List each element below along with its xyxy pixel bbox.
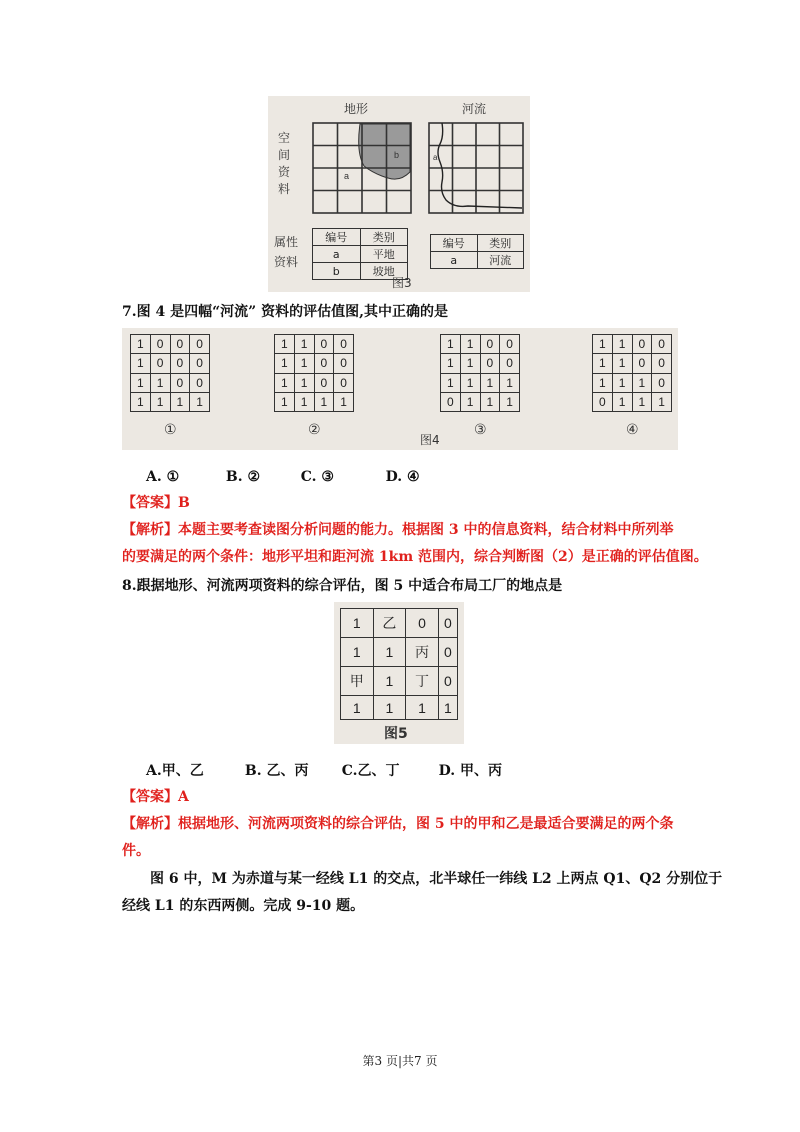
grid-cell: 1 — [341, 638, 374, 667]
grid-cell: 0 — [500, 335, 520, 354]
grid-cell: 1 — [131, 335, 151, 354]
option-c[interactable]: C. ③ — [300, 469, 334, 485]
option-d[interactable]: D. 甲、丙 — [438, 763, 503, 779]
grid-cell: 1 — [294, 392, 314, 411]
grid-cell: 1 — [406, 696, 439, 720]
grid-cell: 0 — [314, 373, 334, 392]
fig4-caption: 图4 — [420, 433, 440, 447]
figure-3 — [268, 96, 530, 292]
attr-cell: b — [313, 263, 361, 280]
grid-cell: 1 — [593, 373, 613, 392]
fig3-river-table — [430, 234, 524, 269]
grid-cell: 1 — [460, 392, 480, 411]
attr-cell: 坡地 — [360, 263, 408, 280]
river-cell: 河流 — [477, 252, 524, 269]
grid-cell: 0 — [190, 373, 210, 392]
fig4-grid-label: ① — [164, 422, 177, 438]
grid-cell: 1 — [460, 335, 480, 354]
grid-cell: 0 — [500, 354, 520, 373]
grid-cell: 1 — [460, 373, 480, 392]
grid-cell: 0 — [480, 354, 500, 373]
terrain-label-b: b — [394, 150, 400, 160]
grid-cell: 1 — [373, 696, 406, 720]
option-b[interactable]: B. 乙、丙 — [244, 763, 309, 779]
fig4-grid-4 — [592, 334, 672, 412]
grid-cell: 1 — [441, 354, 461, 373]
grid-cell: 0 — [314, 354, 334, 373]
grid-cell: 1 — [170, 392, 190, 411]
grid-cell: 0 — [334, 335, 354, 354]
grid-cell: 0 — [593, 392, 613, 411]
terrain-label-a: a — [344, 171, 350, 181]
side-char: 间 — [278, 148, 291, 162]
attr-label-line: 资料 — [274, 255, 299, 269]
grid-cell: 0 — [170, 354, 190, 373]
grid-cell: 0 — [480, 335, 500, 354]
grid-cell: 0 — [170, 335, 190, 354]
grid-cell: 1 — [632, 392, 652, 411]
grid-cell: 0 — [438, 667, 457, 696]
slope-region — [359, 124, 410, 179]
q7-analysis-line1: 【解析】本题主要考查读图分析问题的能力。根据图 3 中的信息资料，结合材料中所列举 — [122, 522, 674, 538]
grid-cell: 1 — [500, 392, 520, 411]
grid-cell: 0 — [334, 373, 354, 392]
grid-cell: 1 — [460, 354, 480, 373]
grid-cell: 0 — [438, 609, 457, 638]
page-footer: 第3 页|共7 页 — [362, 1054, 438, 1068]
q8-stem: 8.跟据地形、河流两项资料的综合评估，图 5 中适合布局工厂的地点是 — [122, 578, 563, 594]
grid-cell: 0 — [632, 354, 652, 373]
grid-cell: 0 — [406, 609, 439, 638]
grid-cell: 1 — [294, 354, 314, 373]
fig4-grid-1 — [130, 334, 210, 412]
grid-cell: 1 — [593, 335, 613, 354]
attr-cell: a — [313, 246, 361, 263]
option-b[interactable]: B. ② — [225, 469, 261, 485]
intro-line1: 图 6 中，M 为赤道与某一经线 L1 的交点，北半球任一纬线 L2 上两点 Q1、Q2 分别位于 — [150, 871, 723, 887]
grid-cell: 1 — [131, 373, 151, 392]
fig3-caption: 图3 — [392, 276, 412, 290]
fig3-river-heading: 河流 — [462, 102, 487, 116]
grid-cell: 1 — [131, 354, 151, 373]
q8-answer: 【答案】A — [122, 789, 189, 805]
grid-cell: 1 — [334, 392, 354, 411]
fig4-grid-label: ④ — [626, 422, 639, 438]
grid-cell: 1 — [294, 373, 314, 392]
grid-cell: 0 — [150, 354, 170, 373]
grid-cell: 1 — [373, 667, 406, 696]
grid-cell: 1 — [593, 354, 613, 373]
grid-cell: 1 — [612, 373, 632, 392]
fig3-river-grid — [428, 122, 524, 214]
option-d[interactable]: D. ④ — [385, 469, 420, 485]
intro-line2: 经线 L1 的东西两侧。完成 9-10 题。 — [122, 898, 365, 914]
grid-cell: 1 — [275, 373, 295, 392]
river-cell: a — [431, 252, 478, 269]
grid-cell: 1 — [438, 696, 457, 720]
q8-analysis-line2: 件。 — [122, 843, 150, 859]
grid-cell: 1 — [275, 392, 295, 411]
q7-analysis-line2: 的要满足的两个条件：地形平坦和距河流 1km 范围内，综合判断图（2）是正确的评估值图。 — [122, 549, 708, 565]
grid-cell: 1 — [441, 335, 461, 354]
grid-cell: 1 — [632, 373, 652, 392]
grid-cell: 0 — [150, 335, 170, 354]
attr-label-line: 属性 — [274, 235, 299, 249]
grid-cell: 0 — [314, 335, 334, 354]
grid-cell: 1 — [652, 392, 672, 411]
grid-cell: 1 — [373, 638, 406, 667]
fig4-grid-label: ② — [308, 422, 321, 438]
grid-cell: 1 — [294, 335, 314, 354]
grid-cell: 1 — [341, 696, 374, 720]
attr-cell: 编号 — [313, 229, 361, 246]
river-cell: 类别 — [477, 235, 524, 252]
fig4-grid-2 — [274, 334, 354, 412]
grid-cell: 1 — [190, 392, 210, 411]
grid-cell: 1 — [441, 373, 461, 392]
fig3-attr-label — [274, 232, 298, 272]
side-char: 资 — [278, 165, 291, 179]
fig3-attr-table — [312, 228, 408, 280]
grid-cell: 1 — [480, 392, 500, 411]
fig3-terrain-grid — [312, 122, 412, 214]
grid-cell: 甲 — [341, 667, 374, 696]
grid-cell: 1 — [275, 335, 295, 354]
grid-cell: 0 — [441, 392, 461, 411]
grid-cell: 1 — [150, 392, 170, 411]
q7-stem: 7.图 4 是四幅“河流” 资料的评估值图,其中正确的是 — [122, 304, 448, 320]
fig5-grid — [340, 608, 458, 720]
river-cell: 编号 — [431, 235, 478, 252]
side-char: 空 — [278, 131, 291, 145]
grid-cell: 丁 — [406, 667, 439, 696]
option-a[interactable]: A. ① — [146, 469, 180, 485]
grid-cell: 1 — [150, 373, 170, 392]
option-c[interactable]: C.乙、丁 — [341, 763, 400, 779]
q7-options — [146, 466, 420, 488]
side-char: 料 — [278, 182, 291, 196]
river-label-a: a — [433, 153, 438, 162]
grid-cell: 丙 — [406, 638, 439, 667]
river-line — [438, 123, 522, 208]
grid-cell: 0 — [190, 354, 210, 373]
grid-cell: 1 — [314, 392, 334, 411]
grid-cell: 1 — [612, 335, 632, 354]
fig5-caption: 图5 — [384, 726, 408, 742]
grid-cell: 0 — [652, 335, 672, 354]
q8-analysis-line1: 【解析】根据地形、河流两项资料的综合评估，图 5 中的甲和乙是最适合要满足的两个条 — [122, 816, 674, 832]
grid-cell: 1 — [341, 609, 374, 638]
grid-cell: 0 — [652, 354, 672, 373]
grid-cell: 0 — [652, 373, 672, 392]
grid-cell: 0 — [632, 335, 652, 354]
fig4-grid-3 — [440, 334, 520, 412]
attr-cell: 平地 — [360, 246, 408, 263]
figure-4 — [122, 328, 678, 450]
fig3-terrain-heading: 地形 — [344, 102, 369, 116]
q8-options — [146, 760, 502, 782]
grid-cell: 乙 — [373, 609, 406, 638]
grid-cell: 0 — [438, 638, 457, 667]
fig4-grid-label: ③ — [474, 422, 487, 438]
grid-cell: 1 — [275, 354, 295, 373]
grid-cell: 0 — [170, 373, 190, 392]
q7-answer: 【答案】B — [122, 495, 190, 511]
figure-5 — [334, 602, 464, 744]
grid-cell: 1 — [612, 392, 632, 411]
fig3-side-label — [278, 130, 294, 198]
option-a[interactable]: A.甲、乙 — [146, 763, 204, 779]
grid-cell: 1 — [480, 373, 500, 392]
grid-cell: 0 — [190, 335, 210, 354]
grid-cell: 1 — [500, 373, 520, 392]
grid-cell: 1 — [612, 354, 632, 373]
grid-cell: 1 — [131, 392, 151, 411]
grid-cell: 0 — [334, 354, 354, 373]
attr-cell: 类别 — [360, 229, 408, 246]
